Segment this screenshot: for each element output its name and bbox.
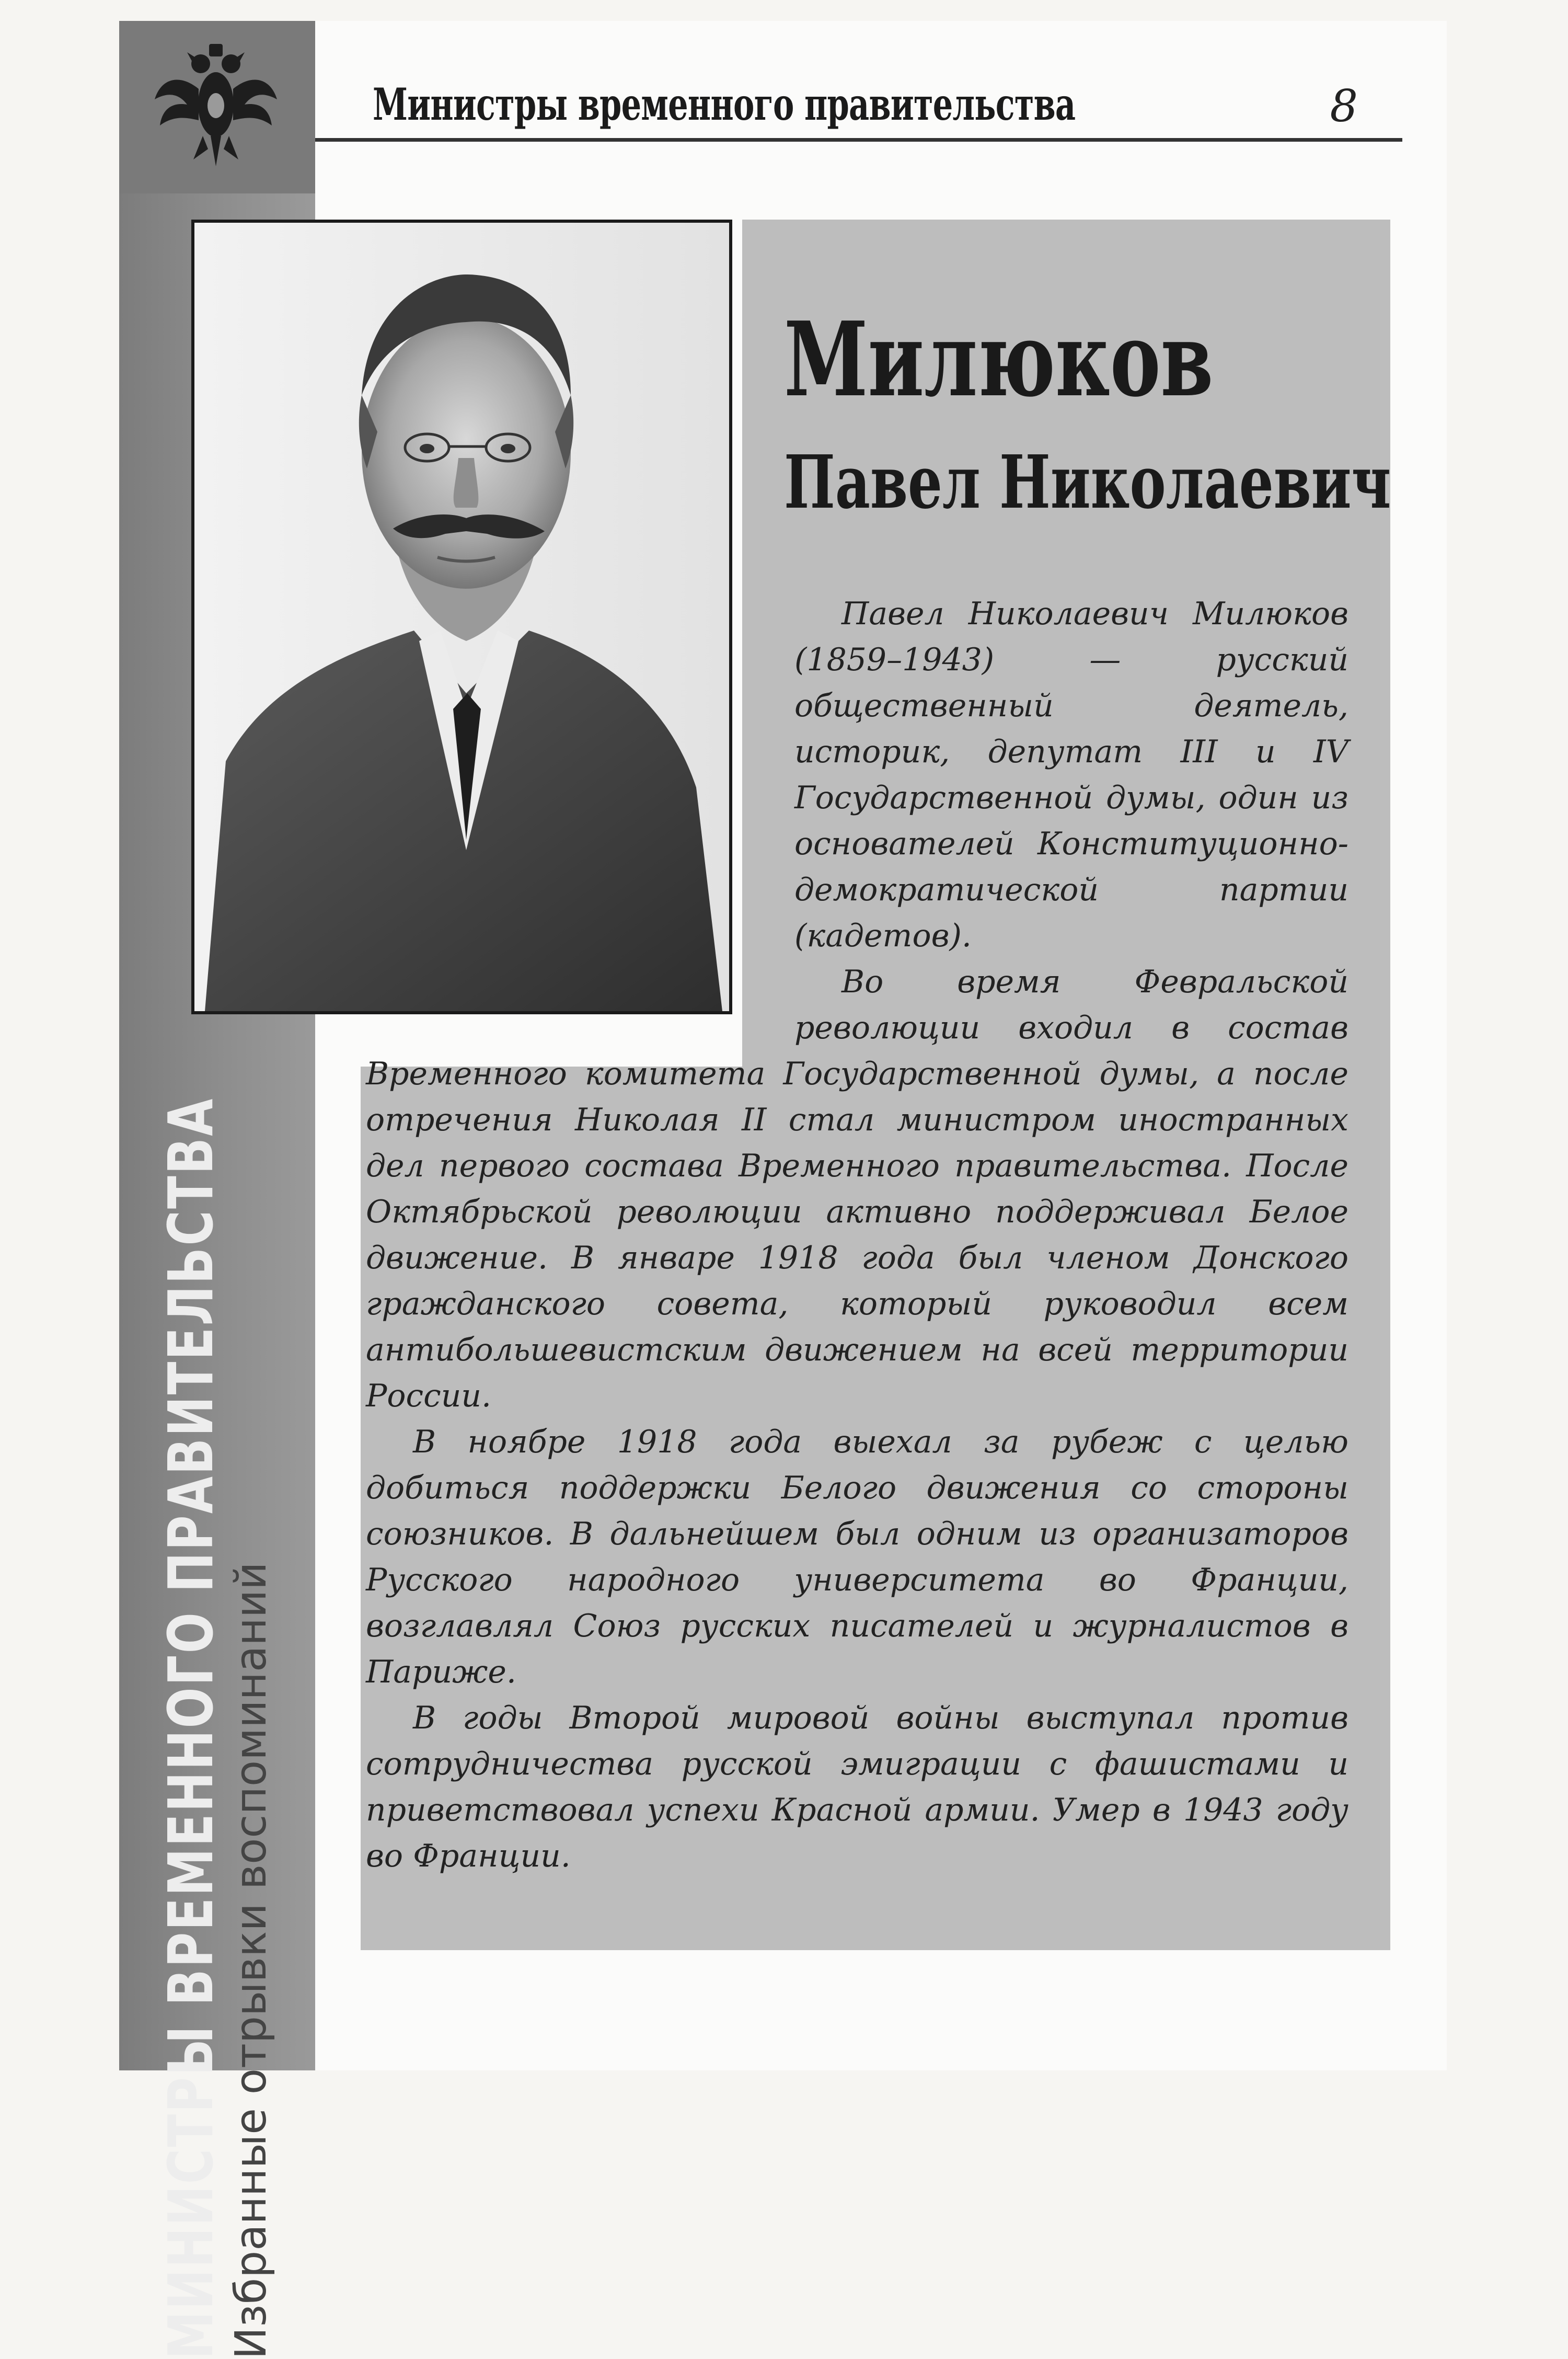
bio-paragraph: В годы Второй мировой войны выступал против сотрудничества русской эмиграции с фашистами и приветствовал успехи Красной армии. Умер в 1943 году во Франции. [366,1700,1348,1874]
double-headed-eagle-icon [151,37,281,173]
header-divider [315,138,1402,142]
portrait-wrap-spacer [366,591,794,1041]
person-given-names: Павел Николаевич [784,440,1391,525]
running-title: Министры временного правительства [373,78,1076,130]
bio-paragraph: В ноябре 1918 года выехал за рубеж с целью добиться поддержки Белого движения со стороны союзников. В дальнейшем был одним из организаторов Русского народного университета во Франции, возглавлял Союз русских писателей и журналистов в Париже. [366,1424,1348,1690]
person-name [784,300,1391,525]
bio-paragraph: Во время Февральской революции входил в состав Временного комитета Государственной думы, а после отречения Николая II стал министром иностранных дел первого состава Временного правительства. После Октябрьской революции активно поддерживал Белое движение. В январе 1918 года был членом Донского гражданского совета, который руководил всем антибольшевистским движением на всей территории России. [366,964,1348,1414]
bio-paragraph: Павел Николаевич Милюков (1859–1943) — русский общественный деятель, историк, депутат III и IV Государственной думы, один из основателей Конституционно-демократической партии (кадетов). [794,596,1348,954]
series-title: МИНИСТРЫ ВРЕМЕННОГО ПРАВИТЕЛЬСТВА [154,1097,227,2359]
sidebar-series-area [119,1040,315,2359]
page-margin [0,0,119,2091]
series-subtitle: Избранные отрывки воспоминаний [226,1562,276,2359]
sidebar-emblem-area [119,21,315,193]
person-surname: Милюков [784,300,1214,420]
running-header [315,21,1447,141]
biography-text [366,591,1348,1879]
page-number: 8 [1330,81,1358,132]
